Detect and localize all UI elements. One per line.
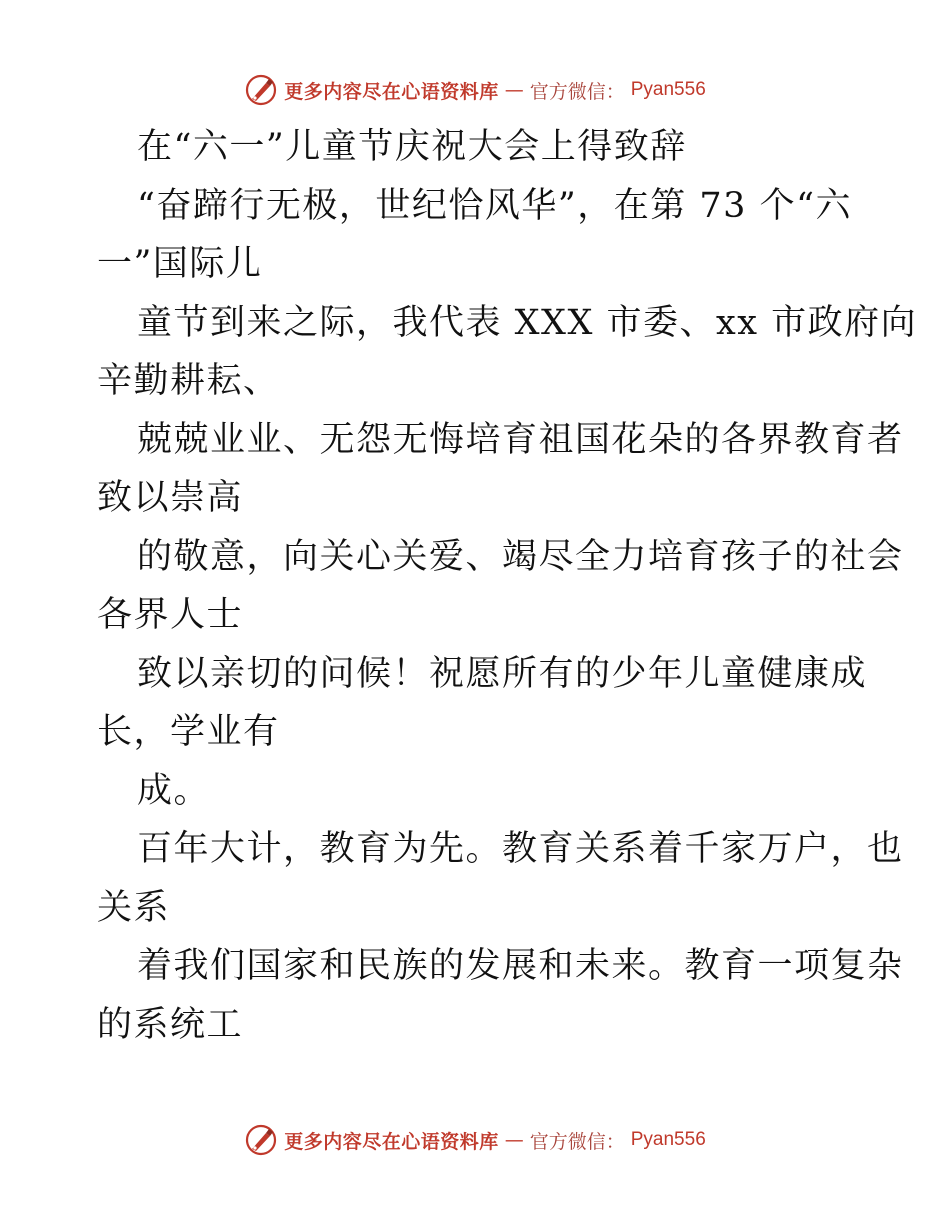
paragraph-line: 着我们国家和民族的发展和未来。教育一项复杂: [137, 946, 904, 986]
watermark-dash: —: [504, 1129, 524, 1151]
pen-logo-icon: [244, 73, 278, 107]
header-watermark: [0, 70, 950, 110]
watermark-account: Pyan556: [630, 79, 706, 100]
paragraph-line: 致以崇高: [97, 478, 244, 518]
watermark-dash: —: [504, 79, 524, 101]
paragraph-line: 一”国际儿: [97, 244, 263, 284]
paragraph-line: “奋蹄行无极，世纪恰风华”，在第 73 个“六: [137, 185, 852, 226]
paragraph-line: 致以亲切的问候！祝愿所有的少年儿童健康成: [137, 653, 868, 694]
document-body: [97, 118, 918, 1054]
paragraph-line: 童节到来之际，我代表 XXX 市委、xx 市政府向: [137, 302, 918, 343]
watermark-sub-text: 官方微信：: [529, 1130, 625, 1153]
watermark-account: Pyan556: [630, 1129, 706, 1150]
watermark-sub-text: 官方微信：: [529, 80, 625, 103]
paragraph-line: 各界人士: [97, 595, 244, 635]
paragraph-line: 百年大计，教育为先。教育关系着千家万户，也: [137, 829, 904, 869]
paragraph-line: 兢兢业业、无怨无悔培育祖国花朵的各界教育者: [137, 419, 904, 460]
paragraph-line: 的系统工: [97, 1004, 244, 1045]
paragraph-line: 长，学业有: [97, 712, 280, 752]
pen-logo-icon: [244, 1123, 278, 1157]
document-title: 在“六一”儿童节庆祝大会上得致辞: [137, 127, 687, 167]
paragraph-line: 关系: [97, 887, 171, 928]
watermark-main-text: 更多内容尽在心语资料库: [284, 1130, 499, 1153]
paragraph-line: 的敬意，向关心关爱、竭尽全力培育孩子的社会: [137, 536, 904, 577]
footer-watermark: [0, 1120, 950, 1160]
paragraph-line: 成。: [137, 770, 211, 811]
watermark-main-text: 更多内容尽在心语资料库: [284, 80, 499, 103]
paragraph-line: 辛勤耕耘、: [97, 361, 280, 401]
